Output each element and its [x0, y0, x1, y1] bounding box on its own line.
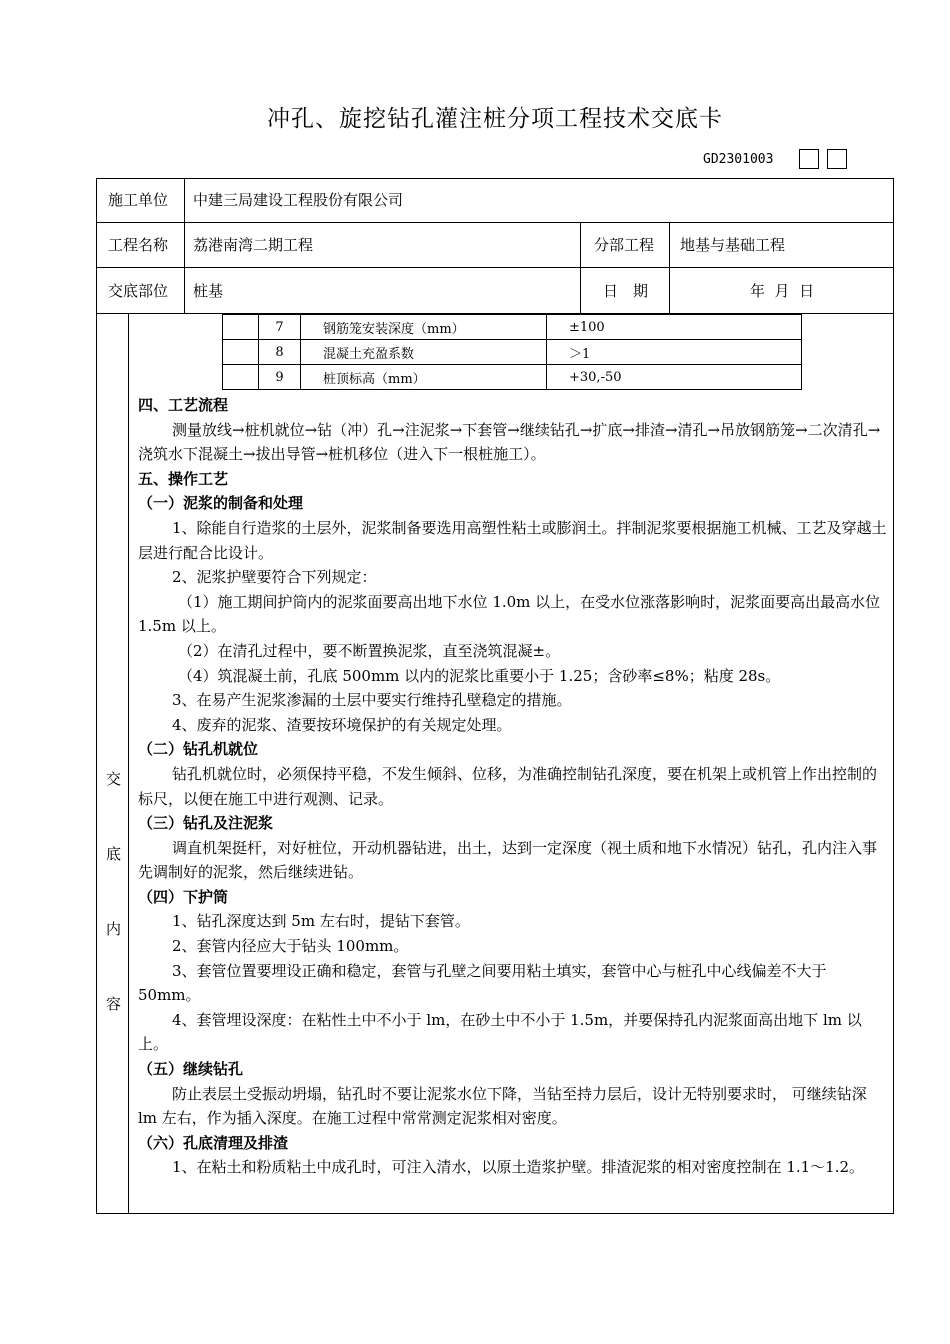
row-item: 混凝土充盈系数	[301, 340, 547, 365]
unit-value: 中建三局建设工程股份有限公司	[193, 191, 404, 209]
paragraph: 1、钻孔深度达到 5m 左右时，提钻下套管。	[172, 912, 470, 931]
section-heading: 五、操作工艺	[138, 469, 229, 488]
subsection-heading: （三）钻孔及注泥浆	[138, 814, 274, 833]
side-label-char: 交	[106, 770, 122, 788]
page-title: 冲孔、旋挖钻孔灌注桩分项工程技术交底卡	[267, 106, 723, 132]
row-no: 7	[259, 315, 301, 340]
section-heading: 四、工艺流程	[138, 396, 229, 414]
date-label: 日 期	[603, 282, 649, 300]
paragraph: 1、除能自行造浆的土层外，泥浆制备要选用高塑性粘土或膨润土。拌制泥浆要根据施工机械、工艺及穿越土层进行配合比设计。	[138, 518, 887, 562]
row-no: 8	[259, 340, 301, 365]
tolerance-table	[222, 314, 802, 390]
date-value: 年 月 日	[750, 282, 815, 300]
paragraph: （4）筑混凝土前，孔底 500mm 以内的泥浆比重要小于 1.25；含砂率≤8%；粘度 28s。	[178, 666, 781, 685]
row-divider	[96, 222, 894, 223]
subsection-heading: （四）下护筒	[138, 887, 229, 906]
row-divider	[96, 267, 894, 268]
subsection-heading: （一）泥浆的制备和处理	[138, 494, 304, 513]
paragraph: 1、在粘土和粉质粘土中成孔时，可注入清水，以原土造浆护壁。排渣泥浆的相对密度控制在 1.1～1.2。	[172, 1158, 865, 1177]
column-divider	[184, 178, 185, 313]
paragraph: （2）在清孔过程中，要不断置换泥浆，直至浇筑混凝±。	[178, 641, 561, 660]
subsection-heading: （五）继续钻孔	[138, 1060, 244, 1079]
table-row	[223, 315, 802, 340]
side-label-char: 内	[106, 920, 122, 938]
paragraph: （1）施工期间护筒内的泥浆面要高出地下水位 1.0m 以上，在受水位涨落影响时，泥浆面要高出最高水位 1.5m 以上。	[138, 592, 881, 636]
part-value: 桩基	[193, 282, 224, 300]
paragraph: 测量放线→桩机就位→钻（冲）孔→注泥浆→下套管→继续钻孔→扩底→排渣→清孔→吊放钢筋笼→二次清孔→浇筑水下混凝土→拔出导管→桩机移位（进入下一根桩施工）。	[138, 420, 881, 464]
row-value: +30,-50	[547, 365, 802, 390]
row-value: ±100	[547, 315, 802, 340]
row-value: ＞1	[547, 340, 802, 365]
paragraph: 4、废弃的泥浆、渣要按环境保护的有关规定处理。	[172, 715, 512, 734]
row-no: 9	[259, 365, 301, 390]
row-item: 桩顶标高（mm）	[301, 365, 547, 390]
paragraph: 4、套管埋设深度：在粘性土中不小于 lm，在砂土中不小于 1.5m，并要保持孔内泥浆面高出地下 lm 以上。	[138, 1010, 862, 1054]
project-value: 荔港南湾二期工程	[193, 236, 314, 254]
checkbox-1[interactable]	[799, 149, 819, 169]
column-divider	[669, 222, 670, 313]
side-label-char: 容	[106, 995, 122, 1013]
subsection-heading: （二）钻孔机就位	[138, 740, 259, 759]
unit-label: 施工单位	[108, 191, 169, 209]
paragraph: 钻孔机就位时，必须保持平稳，不发生倾斜、位移，为准确控制钻孔深度，要在机架上或机管上作出控制的标尺，以便在施工中进行观测、记录。	[138, 764, 878, 808]
disclosure-content	[138, 393, 888, 1180]
project-label: 工程名称	[108, 236, 169, 254]
paragraph: 2、套管内径应大于钻头 100mm。	[172, 937, 409, 956]
row-item: 钢筋笼安装深度（mm）	[301, 315, 547, 340]
paragraph: 防止表层土受振动坍塌，钻孔时不要让泥浆水位下降，当钻至持力层后，设计无特别要求时， 可继续钻深 lm 左右，作为插入深度。在施工过程中常常测定泥浆相对密度。	[138, 1084, 867, 1128]
doc-code: GD2301003	[703, 152, 774, 167]
checkbox-2[interactable]	[827, 149, 847, 169]
part-label: 交底部位	[108, 282, 169, 300]
subproject-value: 地基与基础工程	[680, 236, 786, 254]
table-row	[223, 365, 802, 390]
paragraph: 2、泥浆护壁要符合下列规定：	[172, 568, 377, 587]
table-row	[223, 340, 802, 365]
paragraph: 3、在易产生泥浆渗漏的土层中要实行维持孔壁稳定的措施。	[172, 691, 572, 710]
paragraph: 调直机架挺杆，对好桩位，开动机器钻进，出土，达到一定深度（视土质和地下水情况）钻孔，孔内注入事先调制好的泥浆，然后继续进钻。	[138, 838, 878, 882]
column-divider	[128, 313, 129, 1214]
paragraph: 3、套管位置要埋设正确和稳定，套管与孔壁之间要用粘土填实，套管中心与桩孔中心线偏差不大于 50mm。	[138, 961, 827, 1005]
column-divider	[580, 222, 581, 313]
side-label-char: 底	[106, 845, 122, 863]
subsection-heading: （六）孔底清理及排渣	[138, 1133, 289, 1152]
subproject-label: 分部工程	[594, 236, 655, 254]
